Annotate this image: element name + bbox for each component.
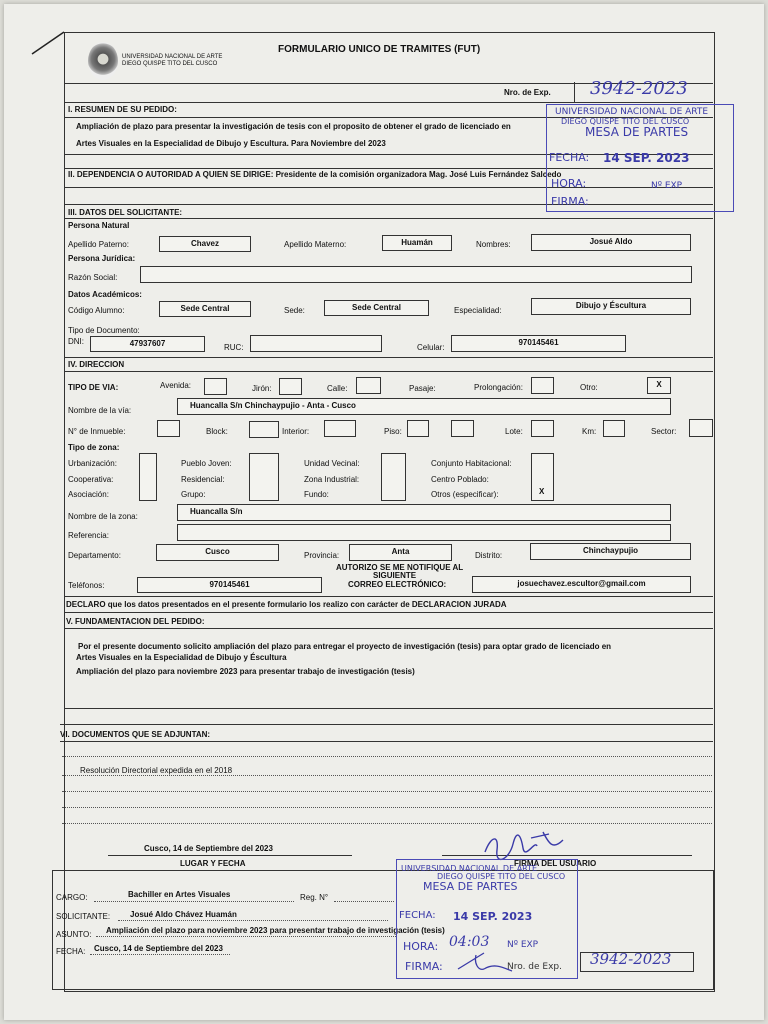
stamp-line3: MESA DE PARTES bbox=[585, 125, 689, 139]
stamp-firma-label: FIRMA: bbox=[405, 960, 443, 973]
dotted-line bbox=[90, 954, 230, 955]
university-name: UNIVERSIDAD NACIONAL DE ARTE bbox=[122, 54, 223, 60]
provincia-label: Provincia: bbox=[304, 551, 340, 560]
otro-checkbox[interactable]: X bbox=[647, 377, 671, 394]
referencia-label: Referencia: bbox=[68, 531, 109, 540]
dni-label: DNI: bbox=[68, 337, 84, 346]
divider bbox=[60, 724, 713, 725]
sector-field[interactable] bbox=[689, 419, 713, 437]
lote-label: Lote: bbox=[505, 427, 523, 436]
autorizo-line2: SIGUIENTE bbox=[373, 571, 417, 580]
nombre-via-field[interactable]: Huancalla S/n Chinchaypujio - Anta - Cusco bbox=[177, 398, 671, 415]
exp-number-handwritten: 3942-2023 bbox=[590, 78, 688, 99]
nombres-label: Nombres: bbox=[476, 240, 511, 249]
zona-industrial-label: Zona Industrial: bbox=[304, 475, 360, 484]
stamp-fecha: 14 SEP. 2023 bbox=[453, 910, 533, 923]
section1-title: I. RESUMEN DE SU PEDIDO: bbox=[68, 105, 177, 114]
codigo-field[interactable]: Sede Central bbox=[159, 301, 251, 317]
asunto-value: Ampliación del plazo para noviembre 2023 para presentar trabajo de investigación (tesis) bbox=[106, 926, 445, 935]
nombres-field[interactable]: Josué Aldo bbox=[531, 234, 691, 251]
nombre-zona-field[interactable]: Huancalla S/n bbox=[177, 504, 671, 521]
avenida-checkbox[interactable] bbox=[204, 378, 227, 395]
asunto-label: ASUNTO: bbox=[56, 930, 92, 939]
residencial-label: Residencial: bbox=[181, 475, 225, 484]
telefono-field[interactable]: 970145461 bbox=[137, 577, 322, 593]
n-inmueble-field[interactable] bbox=[157, 420, 180, 437]
section5-line1: Por el presente documento solicito ampliación del plazo para entregar el proyecto de investigación (tesis) para optar grado de licenciado en bbox=[78, 642, 612, 651]
departamento-label: Departamento: bbox=[68, 551, 121, 560]
section1-line1: Ampliación de plazo para presentar la investigación de tesis con el proposito de obtener el grado de licenciado en bbox=[76, 122, 511, 131]
divider bbox=[60, 741, 713, 742]
interior-field[interactable] bbox=[324, 420, 356, 437]
block-label: Block: bbox=[206, 427, 228, 436]
fecha-label: FECHA: bbox=[56, 947, 86, 956]
divider bbox=[64, 357, 713, 358]
divider bbox=[64, 708, 713, 709]
cooperativa-label: Cooperativa: bbox=[68, 475, 114, 484]
prolongacion-checkbox[interactable] bbox=[531, 377, 554, 394]
apellido-materno-label: Apellido Materno: bbox=[284, 240, 347, 249]
piso-label: Piso: bbox=[384, 427, 402, 436]
celular-label: Celular: bbox=[417, 343, 445, 352]
interior-label: Interior: bbox=[282, 427, 310, 436]
distrito-field[interactable]: Chinchaypujio bbox=[530, 543, 691, 560]
jiron-label: Jirón: bbox=[252, 384, 272, 393]
section3-title: III. DATOS DEL SOLICITANTE: bbox=[68, 208, 183, 217]
calle-checkbox[interactable] bbox=[356, 377, 381, 394]
correo-field[interactable]: josuechavez.escultor@gmail.com bbox=[472, 576, 691, 593]
stamp-firma-label: FIRMA: bbox=[551, 195, 589, 208]
ruc-label: RUC: bbox=[224, 343, 244, 352]
stamp-nro-exp-label: Nro. de Exp. bbox=[507, 962, 563, 972]
divider bbox=[64, 628, 713, 629]
section5-line2: Artes Visuales en la Especialidad de Dibujo y Éscultura bbox=[76, 653, 287, 662]
stamp-hora: 04:03 bbox=[449, 934, 490, 950]
solicitante-label: SOLICITANTE: bbox=[56, 912, 111, 921]
razon-social-label: Razón Social: bbox=[68, 273, 118, 282]
dotted-line bbox=[62, 775, 712, 776]
stamp-line3: MESA DE PARTES bbox=[423, 880, 518, 893]
especialidad-label: Especialidad: bbox=[454, 306, 502, 315]
stamp-hora-label: HORA: bbox=[403, 940, 439, 953]
reg-label: Reg. N° bbox=[300, 893, 329, 902]
sede-label: Sede: bbox=[284, 306, 305, 315]
nombre-via-label: Nombre de la vía: bbox=[68, 406, 132, 415]
form-sheet bbox=[4, 4, 764, 1020]
zona-checkbox-col1[interactable] bbox=[139, 453, 157, 501]
stamp-signature bbox=[454, 949, 514, 975]
divider bbox=[64, 218, 713, 219]
tipo-documento-label: Tipo de Documento: bbox=[68, 326, 140, 335]
declaracion-jurada: DECLARO que los datos presentados en el presente formulario los realizo con carácter de DECLARACION JURADA bbox=[66, 600, 507, 609]
prolongacion-label: Prolongación: bbox=[474, 383, 523, 392]
ruc-field[interactable] bbox=[250, 335, 382, 352]
lugar-fecha-value: Cusco, 14 de Septiembre del 2023 bbox=[144, 844, 273, 853]
datos-academicos: Datos Académicos: bbox=[68, 290, 142, 299]
codigo-label: Código Alumno: bbox=[68, 306, 125, 315]
sector-label: Sector: bbox=[651, 427, 677, 436]
tipo-zona-label: Tipo de zona: bbox=[68, 443, 120, 452]
urbanizacion-label: Urbanización: bbox=[68, 459, 117, 468]
dotted-line bbox=[96, 936, 396, 937]
pen-mark bbox=[28, 28, 68, 58]
stamp-line2: DIEGO QUISPE TITO DEL CUSCO bbox=[437, 872, 566, 881]
mesa-partes-stamp-top bbox=[546, 104, 734, 212]
razon-social-field[interactable] bbox=[140, 266, 692, 283]
section1-line2: Artes Visuales en la Especialidad de Dibujo y Escultura. Para Noviembre del 2023 bbox=[76, 139, 386, 148]
stamp-fecha: 14 SEP. 2023 bbox=[603, 151, 690, 165]
section5-title: V. FUNDAMENTACION DEL PEDIDO: bbox=[66, 617, 205, 626]
sede-field[interactable]: Sede Central bbox=[324, 300, 429, 316]
pasaje-label: Pasaje: bbox=[409, 384, 436, 393]
centro-poblado-label: Centro Poblado: bbox=[431, 475, 489, 484]
section5-line3: Ampliación del plazo para noviembre 2023 para presentar trabajo de investigación (tesis) bbox=[76, 667, 415, 676]
departamento-field[interactable]: Cusco bbox=[156, 544, 279, 561]
university-name-2: DIEGO QUISPE TITO DEL CUSCO bbox=[122, 61, 218, 67]
nombre-zona-label: Nombre de la zona: bbox=[68, 512, 138, 521]
unidad-vecinal-label: Unidad Vecinal: bbox=[304, 459, 360, 468]
jiron-checkbox[interactable] bbox=[279, 378, 302, 395]
telefonos-label: Teléfonos: bbox=[68, 581, 105, 590]
tipo-via-label: TIPO DE VIA: bbox=[68, 383, 119, 392]
fecha-value: Cusco, 14 de Septiembre del 2023 bbox=[94, 944, 223, 953]
lugar-fecha-label: LUGAR Y FECHA bbox=[180, 859, 246, 868]
dni-field[interactable]: 47937607 bbox=[90, 336, 205, 352]
piso-extra-field[interactable] bbox=[451, 420, 474, 437]
km-field[interactable] bbox=[603, 420, 625, 437]
stamp-nexp-label: Nº EXP bbox=[651, 181, 683, 191]
form-title: FORMULARIO UNICO DE TRAMITES (FUT) bbox=[278, 44, 481, 55]
autorizo-line3: CORREO ELECTRÓNICO: bbox=[348, 580, 447, 589]
stamp-line2: DIEGO QUISPE TITO DEL CUSCO bbox=[561, 117, 690, 126]
firma-usuario-label: FIRMA DEL USUARIO bbox=[514, 859, 597, 868]
cargo-value: Bachiller en Artes Visuales bbox=[128, 890, 231, 899]
divider bbox=[64, 371, 713, 372]
provincia-field[interactable]: Anta bbox=[349, 544, 452, 561]
distrito-label: Distrito: bbox=[475, 551, 503, 560]
apellido-materno-field[interactable]: Huamán bbox=[382, 235, 452, 251]
cargo-label: CARGO: bbox=[56, 893, 88, 902]
stamp-line1: UNIVERSIDAD NACIONAL DE ARTE bbox=[555, 107, 709, 117]
dotted-line bbox=[62, 791, 712, 792]
n-inmueble-label: N° de Inmueble: bbox=[68, 427, 126, 436]
stamp-hora-label: HORA: bbox=[551, 177, 587, 190]
celular-field[interactable]: 970145461 bbox=[451, 335, 626, 352]
section2-text: II. DEPENDENCIA O AUTORIDAD A QUIEN SE DIRIGE: Presidente de la comisión organizadora Mag. José Luis Fernández Salcedo bbox=[68, 170, 562, 179]
solicitante-value: Josué Aldo Chávez Huamán bbox=[130, 910, 237, 919]
lote-field[interactable] bbox=[531, 420, 554, 437]
apellido-paterno-label: Apellido Paterno: bbox=[68, 240, 129, 249]
dotted-line bbox=[62, 807, 712, 808]
divider bbox=[64, 612, 713, 613]
signature-line bbox=[108, 855, 352, 856]
dotted-line bbox=[62, 823, 712, 824]
exp-label: Nro. de Exp. bbox=[504, 88, 551, 97]
otros-mark: X bbox=[539, 487, 545, 496]
persona-juridica: Persona Jurídica: bbox=[68, 254, 136, 263]
documento-1: Resolución Directorial expedida en el 2018 bbox=[80, 766, 233, 775]
especialidad-field[interactable]: Dibujo y Éscultura bbox=[531, 298, 691, 315]
otros-label: Otros (especificar): bbox=[431, 490, 499, 499]
section4-title: IV. DIRECCION bbox=[68, 360, 125, 369]
calle-label: Calle: bbox=[327, 384, 348, 393]
piso-field[interactable] bbox=[407, 420, 429, 437]
conjunto-hab-label: Conjunto Habitacional: bbox=[431, 459, 512, 468]
apellido-paterno-field[interactable]: Chavez bbox=[159, 236, 251, 252]
stamp-fecha-label: FECHA: bbox=[399, 910, 436, 921]
asociacion-label: Asociación: bbox=[68, 490, 109, 499]
persona-natural: Persona Natural bbox=[68, 221, 130, 230]
divider bbox=[64, 102, 713, 103]
stamp-line1: UNIVERSIDAD NACIONAL DE ARTE bbox=[401, 864, 538, 873]
university-logo bbox=[88, 42, 118, 80]
dotted-line bbox=[118, 920, 388, 921]
avenida-label: Avenida: bbox=[160, 381, 191, 390]
exp-number-bottom: 3942-2023 bbox=[590, 950, 672, 968]
stamp-nexp-label: Nº EXP bbox=[507, 940, 539, 950]
autorizo-line1: AUTORIZO SE ME NOTIFIQUE AL bbox=[336, 563, 464, 572]
stamp-fecha-label: FECHA: bbox=[549, 151, 590, 164]
dotted-line bbox=[62, 756, 712, 757]
divider bbox=[64, 596, 713, 597]
dotted-line bbox=[334, 901, 394, 902]
zona-checkbox-col2[interactable] bbox=[249, 453, 279, 501]
otro-label: Otro: bbox=[580, 383, 598, 392]
block-field[interactable] bbox=[249, 421, 279, 438]
grupo-label: Grupo: bbox=[181, 490, 206, 499]
fundo-label: Fundo: bbox=[304, 490, 329, 499]
section6-title: VI. DOCUMENTOS QUE SE ADJUNTAN: bbox=[60, 730, 211, 739]
km-label: Km: bbox=[582, 427, 597, 436]
referencia-field[interactable] bbox=[177, 524, 671, 541]
pueblo-joven-label: Pueblo Joven: bbox=[181, 459, 232, 468]
dotted-line bbox=[94, 901, 294, 902]
zona-checkbox-col3[interactable] bbox=[381, 453, 406, 501]
